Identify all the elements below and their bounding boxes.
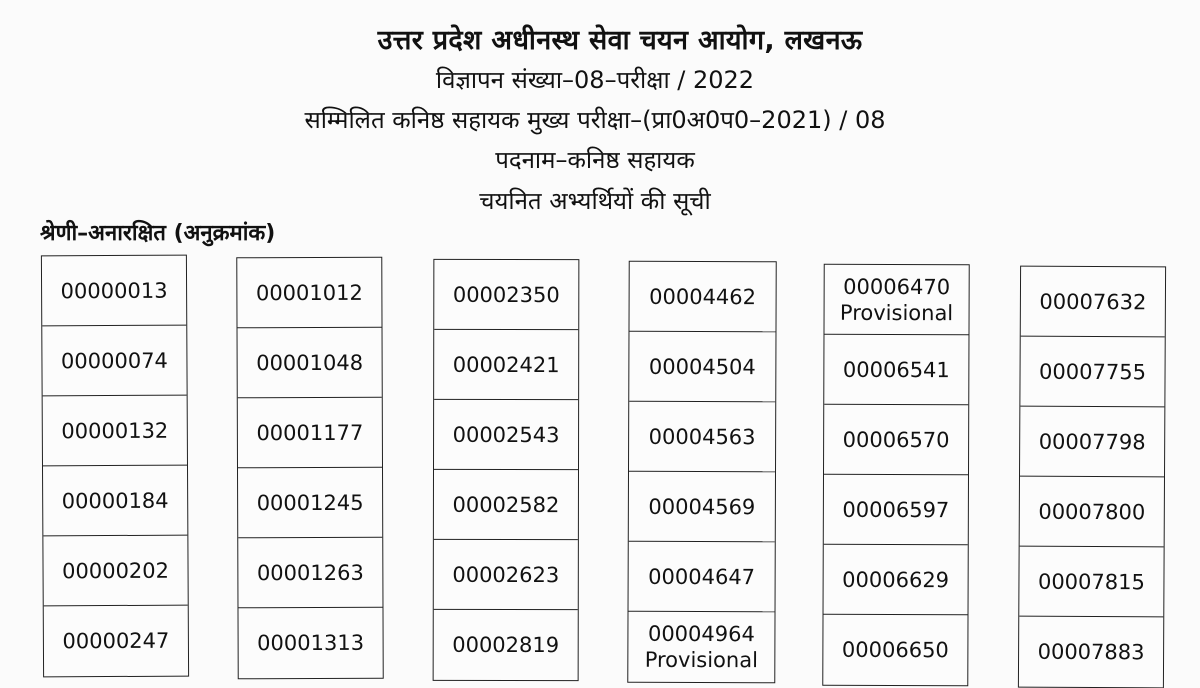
roll-number-cell xyxy=(434,400,578,470)
roll-number-cell xyxy=(43,536,187,607)
roll-number: 00007755 xyxy=(1039,359,1147,384)
provisional-note: Provisional xyxy=(644,647,758,673)
roll-number-cell xyxy=(629,472,775,543)
roll-number-cell xyxy=(824,265,968,336)
roll-number: 00002819 xyxy=(452,632,560,658)
roll-number-cell xyxy=(434,470,578,540)
commission-title: उत्तर प्रदेश अधीनस्थ सेवा चयन आयोग, लखनऊ xyxy=(377,25,863,56)
roll-number-cell xyxy=(42,256,186,327)
roll-number-cell xyxy=(434,260,578,330)
post-name: पदनाम–कनिष्ठ सहायक xyxy=(495,146,695,174)
roll-number-cell xyxy=(44,606,188,677)
roll-number-cell xyxy=(237,258,381,329)
roll-number-column xyxy=(433,259,580,681)
roll-number-cell xyxy=(629,262,775,333)
roll-number-column xyxy=(822,264,969,687)
roll-number: 00007883 xyxy=(1037,639,1145,665)
roll-number-cell xyxy=(629,542,775,613)
roll-number-cell xyxy=(238,328,382,399)
roll-number: 00004462 xyxy=(649,284,757,309)
roll-number: 00006597 xyxy=(842,497,950,522)
roll-number-cell xyxy=(238,398,382,469)
roll-number: 00004647 xyxy=(648,564,756,589)
roll-number: 00002582 xyxy=(452,492,560,517)
roll-number-cell xyxy=(629,332,775,403)
roll-number-cell xyxy=(238,538,382,609)
roll-number: 00002623 xyxy=(452,562,560,587)
roll-number: 00004504 xyxy=(648,354,756,379)
roll-number: 00006570 xyxy=(842,427,950,452)
roll-number-cell xyxy=(1020,477,1164,548)
roll-number-cell xyxy=(1020,337,1164,408)
roll-number-column xyxy=(236,257,383,680)
roll-number: 00002543 xyxy=(452,422,560,447)
roll-number-cell xyxy=(1019,547,1163,618)
roll-number-cell xyxy=(824,475,968,546)
roll-number: 00000247 xyxy=(62,628,170,654)
advertisement-number: विज्ञापन संख्या–08–परीक्षा / 2022 xyxy=(435,66,755,94)
roll-number: 00006470 xyxy=(843,274,951,299)
roll-number-cell xyxy=(824,545,968,616)
roll-number-cell xyxy=(43,396,187,467)
roll-number: 00000184 xyxy=(61,488,169,513)
roll-number: 00007632 xyxy=(1039,289,1147,314)
roll-number: 00000132 xyxy=(61,418,169,443)
roll-number: 00007800 xyxy=(1038,499,1146,524)
roll-number-cell xyxy=(43,466,187,537)
roll-number: 00002421 xyxy=(452,352,560,377)
roll-number-cell xyxy=(1019,617,1163,688)
roll-number: 00004563 xyxy=(648,424,756,449)
roll-number: 00006629 xyxy=(842,567,950,592)
roll-number-cell xyxy=(629,402,775,473)
roll-number: 00006541 xyxy=(842,357,950,382)
roll-number: 00001313 xyxy=(257,630,365,656)
exam-name: सम्मिलित कनिष्ठ सहायक मुख्य परीक्षा–(प्रा0अ0प0–2021) / 08 xyxy=(304,106,886,134)
roll-number: 00001177 xyxy=(256,420,364,445)
roll-number: 00002350 xyxy=(452,282,560,307)
roll-number-cell xyxy=(434,540,578,610)
roll-number: 00007798 xyxy=(1038,429,1146,454)
roll-number-cell xyxy=(434,330,578,400)
list-title: चयनित अभ्यर्थियों की सूची xyxy=(479,187,711,215)
roll-number-cell xyxy=(824,405,968,476)
roll-number: 00004569 xyxy=(648,494,756,519)
roll-number: 00007815 xyxy=(1037,569,1145,594)
roll-number: 00001245 xyxy=(256,490,364,515)
roll-number-cell xyxy=(628,612,774,683)
roll-number-cell xyxy=(1020,407,1164,478)
category-label: श्रेणी–अनारक्षित (अनुक्रमांक) xyxy=(40,221,276,246)
provisional-note: Provisional xyxy=(839,300,954,325)
roll-number-cell xyxy=(238,608,382,679)
roll-number: 00000074 xyxy=(60,348,168,373)
roll-number: 00001048 xyxy=(256,350,364,375)
roll-number: 00001263 xyxy=(256,560,364,585)
roll-number-cell xyxy=(434,610,578,680)
roll-number: 00001012 xyxy=(255,280,363,305)
roll-number-cell xyxy=(824,335,968,406)
roll-number-cell xyxy=(238,468,382,539)
roll-number-cell xyxy=(1021,267,1165,338)
roll-number-column xyxy=(41,255,189,678)
roll-number-cell xyxy=(42,326,186,397)
roll-number-column xyxy=(1018,266,1166,688)
roll-number: 00004964 xyxy=(647,621,755,647)
roll-number: 00000202 xyxy=(62,558,170,583)
roll-number-column xyxy=(627,261,776,684)
roll-number: 00000013 xyxy=(60,278,168,303)
roll-number: 00006650 xyxy=(841,637,949,663)
